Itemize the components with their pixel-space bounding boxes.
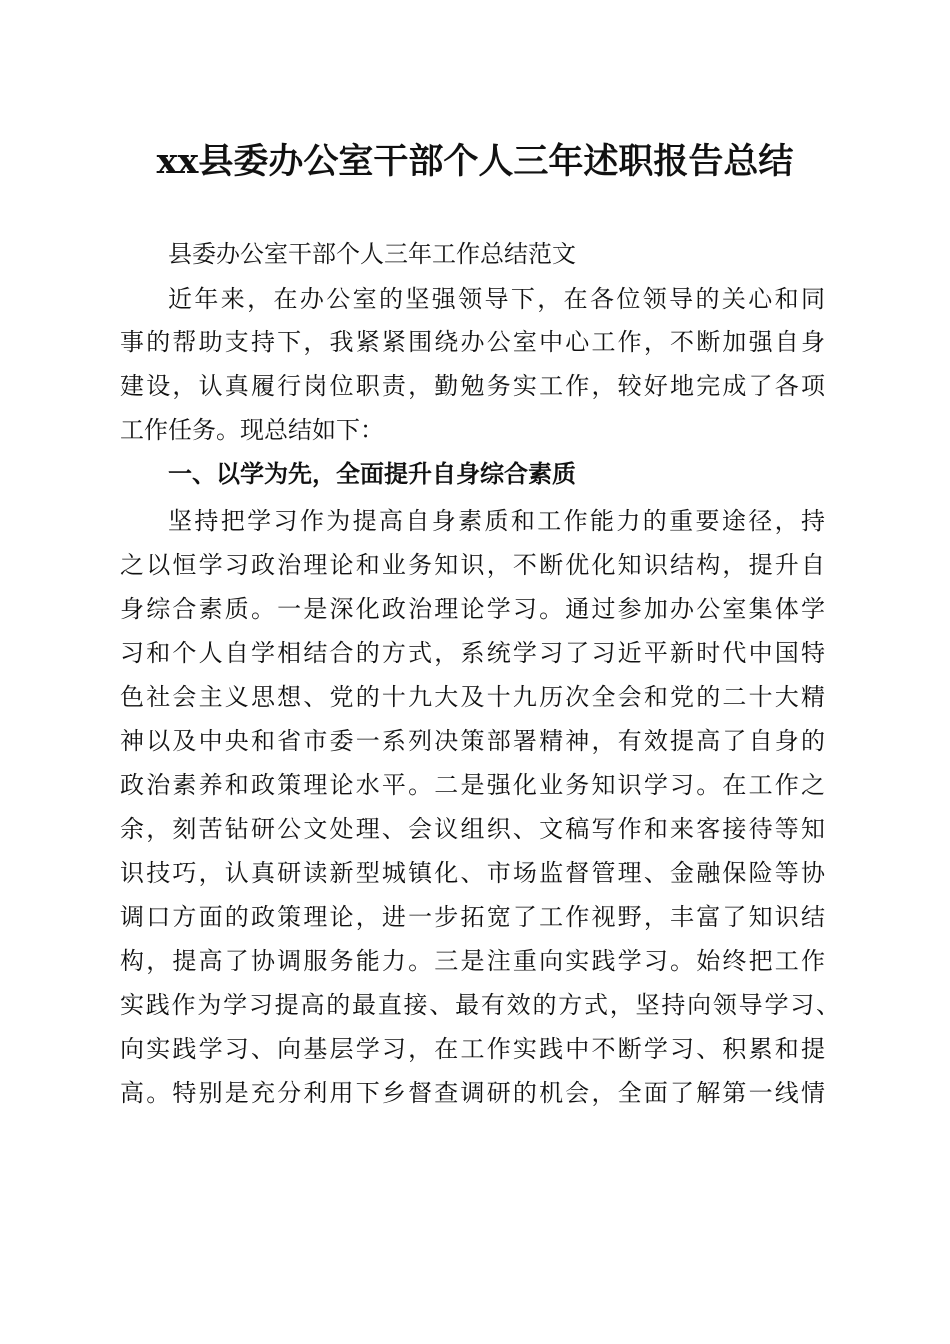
- paragraph-line: 身综合素质。一是深化政治理论学习。通过参加办公室集体学: [120, 595, 825, 623]
- paragraph-line: 色社会主义思想、党的十九大及十九历次全会和党的二十大精: [120, 683, 825, 711]
- paragraph-line: 高。特别是充分利用下乡督查调研的机会，全面了解第一线情: [120, 1079, 825, 1107]
- paragraph-line: 习和个人自学相结合的方式，系统学习了习近平新时代中国特: [120, 639, 825, 667]
- paragraph-line: 实践作为学习提高的最直接、最有效的方式，坚持向领导学习、: [120, 991, 840, 1019]
- paragraph-line: 政治素养和政策理论水平。二是强化业务知识学习。在工作之: [120, 771, 825, 799]
- paragraph-line: 近年来，在办公室的坚强领导下，在各位领导的关心和同: [168, 285, 825, 313]
- paragraph-line: 识技巧，认真研读新型城镇化、市场监督管理、金融保险等协: [120, 859, 825, 887]
- paragraph-line: 向实践学习、向基层学习，在工作实践中不断学习、积累和提: [120, 1035, 825, 1063]
- paragraph-line: 建设，认真履行岗位职责，勤勉务实工作，较好地完成了各项: [120, 372, 825, 400]
- paragraph-line: 构，提高了协调服务能力。三是注重向实践学习。始终把工作: [120, 947, 825, 975]
- paragraph-line: 事的帮助支持下，我紧紧围绕办公室中心工作，不断加强自身: [120, 328, 825, 356]
- paragraph-line: 之以恒学习政治理论和业务知识，不断优化知识结构，提升自: [120, 551, 825, 579]
- document-title: xx县委办公室干部个人三年述职报告总结: [156, 141, 794, 182]
- section-heading: 一、以学为先，全面提升自身综合素质: [168, 460, 576, 488]
- paragraph-line: 工作任务。现总结如下：: [120, 416, 384, 444]
- paragraph-line: 调口方面的政策理论，进一步拓宽了工作视野，丰富了知识结: [120, 903, 825, 931]
- paragraph-line: 坚持把学习作为提高自身素质和工作能力的重要途径，持: [168, 507, 825, 535]
- subtitle-line: 县委办公室干部个人三年工作总结范文: [168, 240, 576, 268]
- paragraph-line: 神以及中央和省市委一系列决策部署精神，有效提高了自身的: [120, 727, 825, 755]
- paragraph-line: 余，刻苦钻研公文处理、会议组织、文稿写作和来客接待等知: [120, 815, 825, 843]
